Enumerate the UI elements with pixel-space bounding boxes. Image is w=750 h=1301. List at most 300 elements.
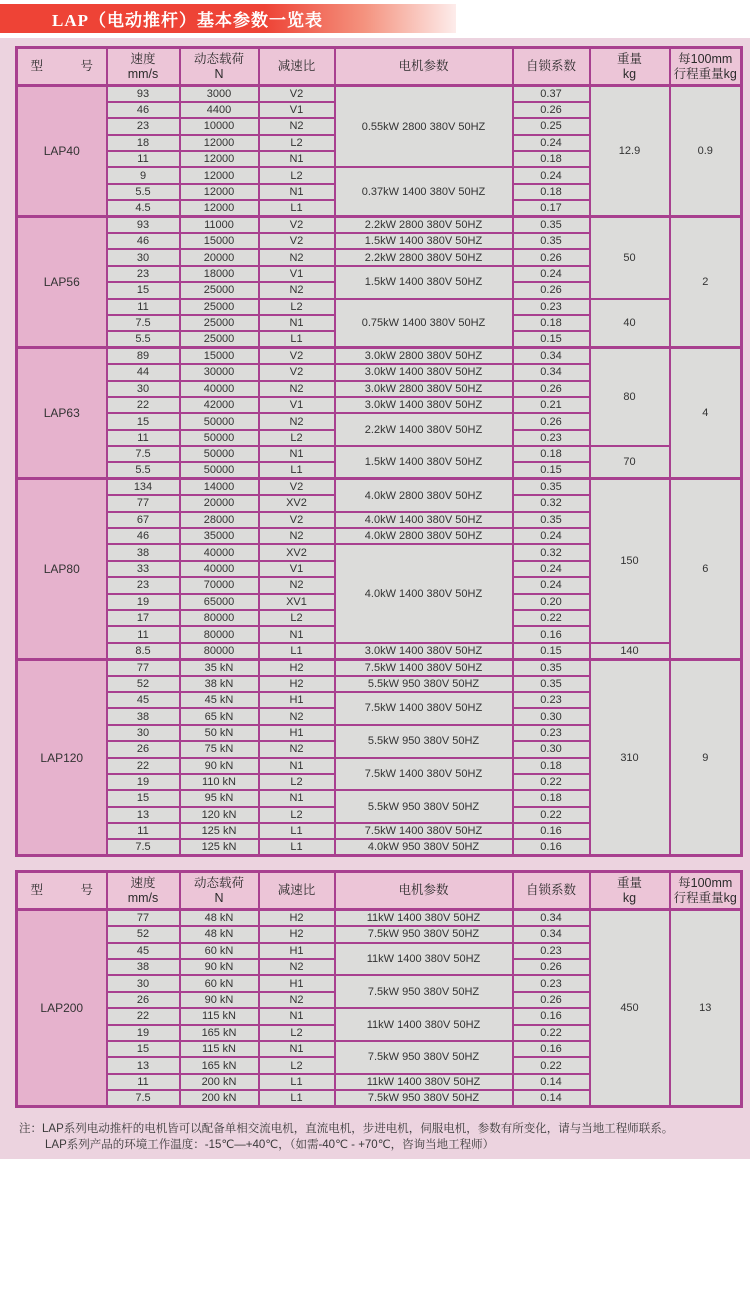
motor-cell: 4.0kW 950 380V 50HZ [335, 839, 513, 855]
speed-cell: 15 [107, 413, 180, 429]
speed-cell: 19 [107, 594, 180, 610]
ratio-cell: V2 [259, 217, 335, 233]
ratio-cell: N1 [259, 1041, 335, 1057]
ratio-cell: H1 [259, 725, 335, 741]
table-section [0, 38, 750, 1159]
lock-cell: 0.16 [513, 839, 590, 855]
table-row [17, 299, 742, 315]
col-header-load: 动态载荷 N [180, 48, 259, 86]
model-cell: LAP63 [17, 348, 107, 479]
lock-cell: 0.26 [513, 381, 590, 397]
load-cell: 3000 [180, 86, 259, 102]
lock-cell: 0.22 [513, 1025, 590, 1041]
weight-cell: 12.9 [590, 86, 670, 217]
ratio-cell: H2 [259, 659, 335, 675]
load-cell: 28000 [180, 512, 259, 528]
speed-cell: 52 [107, 676, 180, 692]
weight-cell: 40 [590, 299, 670, 348]
motor-cell: 1.5kW 1400 380V 50HZ [335, 266, 513, 299]
motor-cell: 4.0kW 2800 380V 50HZ [335, 528, 513, 544]
load-cell: 30000 [180, 364, 259, 380]
lock-cell: 0.24 [513, 561, 590, 577]
motor-cell: 4.0kW 1400 380V 50HZ [335, 512, 513, 528]
weight-cell: 70 [590, 446, 670, 479]
model-cell: LAP80 [17, 479, 107, 659]
load-cell: 90 kN [180, 758, 259, 774]
speed-cell: 33 [107, 561, 180, 577]
lock-cell: 0.34 [513, 910, 590, 926]
ratio-cell: L1 [259, 643, 335, 659]
lock-cell: 0.23 [513, 943, 590, 959]
col-header-model: 型 号 [17, 872, 107, 910]
motor-cell: 11kW 1400 380V 50HZ [335, 1008, 513, 1041]
ratio-cell: H1 [259, 975, 335, 991]
table-row [17, 659, 742, 675]
lock-cell: 0.23 [513, 299, 590, 315]
ratio-cell: V1 [259, 102, 335, 118]
motor-cell: 4.0kW 1400 380V 50HZ [335, 544, 513, 642]
lock-cell: 0.24 [513, 167, 590, 183]
load-cell: 11000 [180, 217, 259, 233]
ratio-cell: L1 [259, 462, 335, 478]
load-cell: 25000 [180, 331, 259, 347]
motor-cell: 7.5kW 1400 380V 50HZ [335, 692, 513, 725]
col-header-model: 型 号 [17, 48, 107, 86]
load-cell: 10000 [180, 118, 259, 134]
lock-cell: 0.16 [513, 1041, 590, 1057]
lock-cell: 0.26 [513, 249, 590, 265]
load-cell: 14000 [180, 479, 259, 495]
speed-cell: 134 [107, 479, 180, 495]
load-cell: 40000 [180, 381, 259, 397]
lock-cell: 0.22 [513, 807, 590, 823]
ratio-cell: V2 [259, 364, 335, 380]
col-header-weight: 重量 kg [590, 872, 670, 910]
ratio-cell: N1 [259, 790, 335, 806]
lock-cell: 0.26 [513, 282, 590, 298]
motor-cell: 4.0kW 2800 380V 50HZ [335, 479, 513, 512]
ratio-cell: V2 [259, 86, 335, 102]
load-cell: 25000 [180, 315, 259, 331]
lock-cell: 0.22 [513, 1057, 590, 1073]
speed-cell: 46 [107, 233, 180, 249]
ratio-cell: N2 [259, 959, 335, 975]
weight-cell: 140 [590, 643, 670, 659]
ratio-cell: L2 [259, 807, 335, 823]
col-header-lock: 自锁系数 [513, 48, 590, 86]
table-gap [15, 857, 740, 870]
ratio-cell: N2 [259, 708, 335, 724]
lock-cell: 0.18 [513, 758, 590, 774]
col-header-per100: 每100mm 行程重量kg [670, 48, 742, 86]
motor-cell: 3.0kW 1400 380V 50HZ [335, 397, 513, 413]
ratio-cell: N1 [259, 1008, 335, 1024]
speed-cell: 5.5 [107, 462, 180, 478]
lock-cell: 0.26 [513, 959, 590, 975]
motor-cell: 5.5kW 950 380V 50HZ [335, 676, 513, 692]
speed-cell: 11 [107, 299, 180, 315]
table-row [17, 217, 742, 233]
ratio-cell: L1 [259, 331, 335, 347]
per100-cell: 4 [670, 348, 742, 479]
load-cell: 165 kN [180, 1025, 259, 1041]
speed-cell: 7.5 [107, 839, 180, 855]
lock-cell: 0.34 [513, 926, 590, 942]
lock-cell: 0.14 [513, 1074, 590, 1090]
speed-cell: 5.5 [107, 331, 180, 347]
motor-cell: 5.5kW 950 380V 50HZ [335, 790, 513, 823]
ratio-cell: N2 [259, 992, 335, 1008]
speed-cell: 22 [107, 758, 180, 774]
load-cell: 50000 [180, 462, 259, 478]
page-title: LAP（电动推杆）基本参数一览表 [52, 11, 323, 30]
ratio-cell: L2 [259, 610, 335, 626]
speed-cell: 77 [107, 659, 180, 675]
ratio-cell: XV2 [259, 495, 335, 511]
speed-cell: 77 [107, 495, 180, 511]
load-cell: 50 kN [180, 725, 259, 741]
lock-cell: 0.18 [513, 790, 590, 806]
load-cell: 15000 [180, 348, 259, 364]
load-cell: 60 kN [180, 943, 259, 959]
load-cell: 80000 [180, 626, 259, 642]
lock-cell: 0.15 [513, 331, 590, 347]
lock-cell: 0.15 [513, 643, 590, 659]
lock-cell: 0.35 [513, 512, 590, 528]
per100-cell: 0.9 [670, 86, 742, 217]
load-cell: 12000 [180, 135, 259, 151]
weight-cell: 450 [590, 910, 670, 1107]
speed-cell: 46 [107, 102, 180, 118]
load-cell: 120 kN [180, 807, 259, 823]
footnote-line-2: LAP系列产品的环境工作温度：-15℃—+40℃，（如需-40℃ - +70℃，咨询当地工程师） [45, 1139, 495, 1152]
load-cell: 25000 [180, 299, 259, 315]
speed-cell: 13 [107, 807, 180, 823]
load-cell: 65000 [180, 594, 259, 610]
ratio-cell: N2 [259, 118, 335, 134]
lock-cell: 0.24 [513, 135, 590, 151]
per100-cell: 9 [670, 659, 742, 856]
speed-cell: 19 [107, 774, 180, 790]
load-cell: 50000 [180, 446, 259, 462]
lock-cell: 0.35 [513, 676, 590, 692]
load-cell: 18000 [180, 266, 259, 282]
load-cell: 70000 [180, 577, 259, 593]
lock-cell: 0.32 [513, 544, 590, 560]
load-cell: 50000 [180, 430, 259, 446]
lock-cell: 0.20 [513, 594, 590, 610]
load-cell: 20000 [180, 495, 259, 511]
footnote-line-1: 注：LAP系列电动推杆的电机皆可以配备单相交流电机，直流电机，步进电机，伺服电机，参数有所变化，请与当地工程师联系。 [19, 1123, 674, 1136]
speed-cell: 19 [107, 1025, 180, 1041]
ratio-cell: L2 [259, 1025, 335, 1041]
lock-cell: 0.22 [513, 610, 590, 626]
speed-cell: 15 [107, 282, 180, 298]
speed-cell: 52 [107, 926, 180, 942]
ratio-cell: N1 [259, 446, 335, 462]
load-cell: 35000 [180, 528, 259, 544]
motor-cell: 7.5kW 1400 380V 50HZ [335, 659, 513, 675]
col-header-ratio: 减速比 [259, 872, 335, 910]
ratio-cell: L1 [259, 839, 335, 855]
ratio-cell: V2 [259, 233, 335, 249]
table-row [17, 910, 742, 926]
speed-cell: 46 [107, 528, 180, 544]
lock-cell: 0.35 [513, 659, 590, 675]
ratio-cell: N2 [259, 741, 335, 757]
motor-cell: 11kW 1400 380V 50HZ [335, 943, 513, 976]
lock-cell: 0.23 [513, 692, 590, 708]
load-cell: 90 kN [180, 992, 259, 1008]
table-row [17, 446, 742, 462]
model-cell: LAP120 [17, 659, 107, 856]
speed-cell: 26 [107, 992, 180, 1008]
lock-cell: 0.24 [513, 577, 590, 593]
col-header-speed: 速度 mm/s [107, 48, 180, 86]
col-header-weight: 重量 kg [590, 48, 670, 86]
lock-cell: 0.18 [513, 184, 590, 200]
ratio-cell: N2 [259, 249, 335, 265]
speed-cell: 23 [107, 266, 180, 282]
load-cell: 12000 [180, 167, 259, 183]
ratio-cell: L1 [259, 200, 335, 216]
ratio-cell: N2 [259, 282, 335, 298]
load-cell: 50000 [180, 413, 259, 429]
motor-cell: 0.75kW 1400 380V 50HZ [335, 299, 513, 348]
table-row [17, 86, 742, 102]
weight-cell: 310 [590, 659, 670, 856]
speed-cell: 7.5 [107, 1090, 180, 1106]
motor-cell: 3.0kW 1400 380V 50HZ [335, 364, 513, 380]
load-cell: 80000 [180, 610, 259, 626]
motor-cell: 5.5kW 950 380V 50HZ [335, 725, 513, 758]
speed-cell: 11 [107, 823, 180, 839]
lock-cell: 0.23 [513, 725, 590, 741]
lock-cell: 0.18 [513, 315, 590, 331]
ratio-cell: V1 [259, 397, 335, 413]
title-banner [0, 4, 456, 33]
motor-cell: 7.5kW 950 380V 50HZ [335, 1041, 513, 1074]
speed-cell: 4.5 [107, 200, 180, 216]
load-cell: 20000 [180, 249, 259, 265]
motor-cell: 2.2kW 2800 380V 50HZ [335, 249, 513, 265]
ratio-cell: V2 [259, 512, 335, 528]
ratio-cell: V1 [259, 561, 335, 577]
ratio-cell: V2 [259, 479, 335, 495]
lock-cell: 0.34 [513, 348, 590, 364]
speed-cell: 44 [107, 364, 180, 380]
lock-cell: 0.15 [513, 462, 590, 478]
load-cell: 125 kN [180, 823, 259, 839]
ratio-cell: N2 [259, 381, 335, 397]
model-cell: LAP200 [17, 910, 107, 1107]
ratio-cell: L2 [259, 774, 335, 790]
lock-cell: 0.26 [513, 102, 590, 118]
lock-cell: 0.30 [513, 741, 590, 757]
col-header-speed: 速度 mm/s [107, 872, 180, 910]
ratio-cell: H2 [259, 926, 335, 942]
speed-cell: 45 [107, 692, 180, 708]
speed-cell: 11 [107, 151, 180, 167]
speed-cell: 23 [107, 118, 180, 134]
lock-cell: 0.17 [513, 200, 590, 216]
load-cell: 40000 [180, 544, 259, 560]
load-cell: 110 kN [180, 774, 259, 790]
model-cell: LAP56 [17, 217, 107, 348]
speed-cell: 15 [107, 1041, 180, 1057]
ratio-cell: L1 [259, 823, 335, 839]
table-row [17, 479, 742, 495]
motor-cell: 11kW 1400 380V 50HZ [335, 1074, 513, 1090]
speed-cell: 38 [107, 544, 180, 560]
lock-cell: 0.25 [513, 118, 590, 134]
speed-cell: 22 [107, 397, 180, 413]
speed-cell: 11 [107, 626, 180, 642]
load-cell: 15000 [180, 233, 259, 249]
lock-cell: 0.16 [513, 823, 590, 839]
per100-cell: 6 [670, 479, 742, 659]
col-header-ratio: 减速比 [259, 48, 335, 86]
motor-cell: 2.2kW 1400 380V 50HZ [335, 413, 513, 446]
table-1-body [17, 86, 742, 856]
lock-cell: 0.34 [513, 364, 590, 380]
lock-cell: 0.18 [513, 446, 590, 462]
speed-cell: 30 [107, 249, 180, 265]
ratio-cell: H2 [259, 676, 335, 692]
load-cell: 65 kN [180, 708, 259, 724]
ratio-cell: V1 [259, 266, 335, 282]
ratio-cell: L1 [259, 1074, 335, 1090]
speed-cell: 18 [107, 135, 180, 151]
speed-cell: 30 [107, 381, 180, 397]
speed-cell: 17 [107, 610, 180, 626]
motor-cell: 3.0kW 2800 380V 50HZ [335, 348, 513, 364]
load-cell: 38 kN [180, 676, 259, 692]
lock-cell: 0.16 [513, 626, 590, 642]
col-header-motor: 电机参数 [335, 48, 513, 86]
load-cell: 80000 [180, 643, 259, 659]
per100-cell: 13 [670, 910, 742, 1107]
speed-cell: 22 [107, 1008, 180, 1024]
speed-cell: 11 [107, 430, 180, 446]
speed-cell: 7.5 [107, 315, 180, 331]
lap-parameters-table-2 [15, 870, 743, 1108]
load-cell: 12000 [180, 151, 259, 167]
ratio-cell: N1 [259, 758, 335, 774]
motor-cell: 1.5kW 1400 380V 50HZ [335, 233, 513, 249]
speed-cell: 11 [107, 1074, 180, 1090]
speed-cell: 26 [107, 741, 180, 757]
lock-cell: 0.23 [513, 430, 590, 446]
motor-cell: 0.55kW 2800 380V 50HZ [335, 86, 513, 168]
ratio-cell: L2 [259, 1057, 335, 1073]
motor-cell: 7.5kW 1400 380V 50HZ [335, 823, 513, 839]
motor-cell: 1.5kW 1400 380V 50HZ [335, 446, 513, 479]
speed-cell: 45 [107, 943, 180, 959]
speed-cell: 67 [107, 512, 180, 528]
lock-cell: 0.35 [513, 233, 590, 249]
col-header-per100: 每100mm 行程重量kg [670, 872, 742, 910]
load-cell: 200 kN [180, 1074, 259, 1090]
table-2-body [17, 910, 742, 1107]
load-cell: 25000 [180, 282, 259, 298]
ratio-cell: H1 [259, 943, 335, 959]
speed-cell: 23 [107, 577, 180, 593]
load-cell: 165 kN [180, 1057, 259, 1073]
speed-cell: 30 [107, 725, 180, 741]
load-cell: 40000 [180, 561, 259, 577]
speed-cell: 15 [107, 790, 180, 806]
lock-cell: 0.30 [513, 708, 590, 724]
lock-cell: 0.26 [513, 992, 590, 1008]
load-cell: 60 kN [180, 975, 259, 991]
col-header-motor: 电机参数 [335, 872, 513, 910]
lock-cell: 0.35 [513, 217, 590, 233]
ratio-cell: L2 [259, 135, 335, 151]
lock-cell: 0.24 [513, 266, 590, 282]
speed-cell: 77 [107, 910, 180, 926]
speed-cell: 5.5 [107, 184, 180, 200]
motor-cell: 0.37kW 1400 380V 50HZ [335, 167, 513, 216]
load-cell: 12000 [180, 184, 259, 200]
lock-cell: 0.18 [513, 151, 590, 167]
motor-cell: 7.5kW 950 380V 50HZ [335, 926, 513, 942]
load-cell: 42000 [180, 397, 259, 413]
table-row [17, 643, 742, 659]
load-cell: 90 kN [180, 959, 259, 975]
per100-cell: 2 [670, 217, 742, 348]
speed-cell: 30 [107, 975, 180, 991]
ratio-cell: N1 [259, 315, 335, 331]
speed-cell: 38 [107, 959, 180, 975]
lock-cell: 0.24 [513, 528, 590, 544]
ratio-cell: N1 [259, 184, 335, 200]
footnotes [15, 1121, 740, 1153]
lock-cell: 0.35 [513, 479, 590, 495]
ratio-cell: N1 [259, 151, 335, 167]
load-cell: 125 kN [180, 839, 259, 855]
ratio-cell: N2 [259, 413, 335, 429]
lock-cell: 0.32 [513, 495, 590, 511]
load-cell: 75 kN [180, 741, 259, 757]
lock-cell: 0.37 [513, 86, 590, 102]
weight-cell: 50 [590, 217, 670, 299]
speed-cell: 38 [107, 708, 180, 724]
ratio-cell: L2 [259, 430, 335, 446]
lock-cell: 0.23 [513, 975, 590, 991]
load-cell: 4400 [180, 102, 259, 118]
speed-cell: 7.5 [107, 446, 180, 462]
motor-cell: 3.0kW 1400 380V 50HZ [335, 643, 513, 659]
load-cell: 35 kN [180, 659, 259, 675]
speed-cell: 9 [107, 167, 180, 183]
header-row [17, 872, 742, 910]
load-cell: 200 kN [180, 1090, 259, 1106]
lock-cell: 0.22 [513, 774, 590, 790]
ratio-cell: H1 [259, 692, 335, 708]
load-cell: 45 kN [180, 692, 259, 708]
speed-cell: 93 [107, 217, 180, 233]
ratio-cell: XV1 [259, 594, 335, 610]
load-cell: 48 kN [180, 926, 259, 942]
ratio-cell: N2 [259, 528, 335, 544]
ratio-cell: H2 [259, 910, 335, 926]
model-cell: LAP40 [17, 86, 107, 217]
motor-cell: 7.5kW 1400 380V 50HZ [335, 758, 513, 791]
ratio-cell: L2 [259, 299, 335, 315]
weight-cell: 80 [590, 348, 670, 446]
motor-cell: 11kW 1400 380V 50HZ [335, 910, 513, 926]
